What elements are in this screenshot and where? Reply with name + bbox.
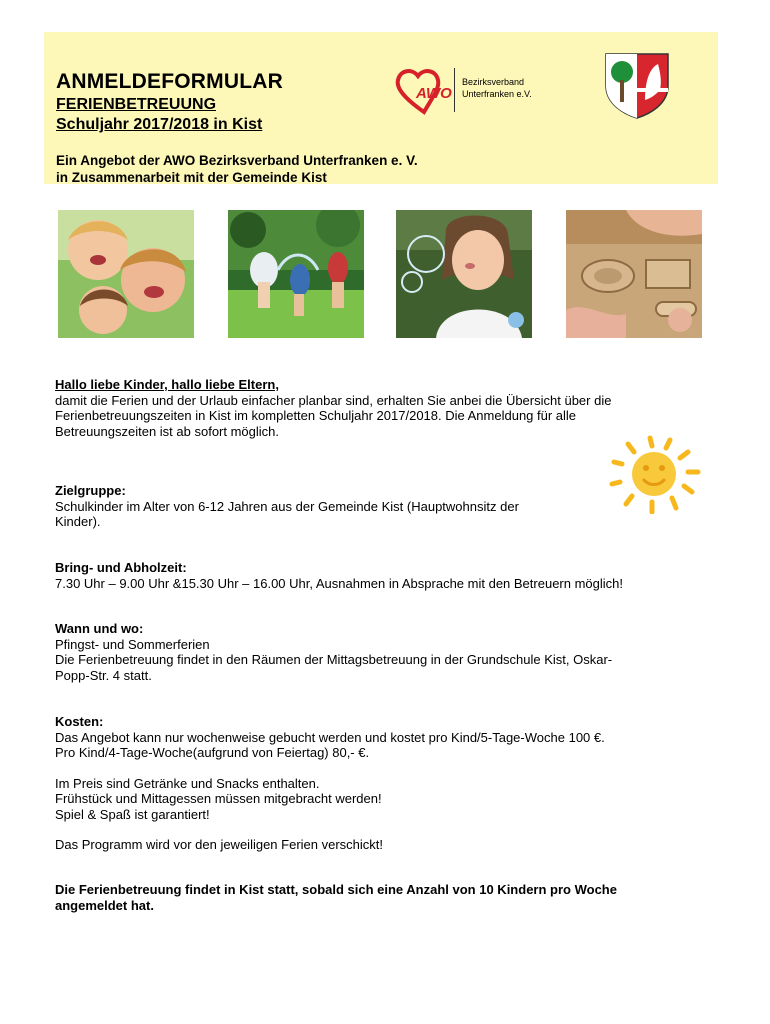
intro-line-3: Betreuungszeiten ist ab sofort möglich. [55, 423, 280, 439]
greeting: Hallo liebe Kinder, hallo liebe Eltern, [55, 377, 279, 392]
target-group-section [55, 483, 715, 530]
notice-line-1: Die Ferienbetreuung findet in Kist statt, sobald sich eine Anzahl von 10 Kindern pro Woche [55, 882, 617, 897]
clay-crafting-photo [566, 210, 702, 338]
awo-org-line-2: Unterfranken e.V. [462, 89, 532, 99]
intro-section [55, 377, 715, 439]
costs-line-4: Frühstück und Mittagessen müssen mitgebracht werden! [55, 791, 382, 806]
offer-line-1: Ein Angebot der AWO Bezirksverband Unterfranken e. V. [56, 153, 418, 168]
pickup-times-heading: Bring- und Abholzeit: [55, 560, 187, 575]
awo-org-line-1: Bezirksverband [462, 77, 525, 87]
notice-line-2: angemeldet hat. [55, 897, 154, 913]
when-where-section [55, 621, 715, 683]
target-group-heading: Zielgruppe: [55, 483, 126, 498]
when-where-line-2: Die Ferienbetreuung findet in den Räumen der Mittagsbetreuung in der Grundschule Kist, Oskar- [55, 652, 613, 667]
offer-statement [56, 152, 418, 186]
when-where-heading: Wann und wo: [55, 621, 144, 636]
costs-heading: Kosten: [55, 714, 104, 729]
target-group-line-2: Kinder). [55, 514, 101, 529]
form-subtitle: FERIENBETREUUNG [56, 96, 217, 113]
costs-section [55, 714, 715, 853]
costs-line-2: Pro Kind/4-Tage-Woche(aufgrund von Feiertag) 80,- €. [55, 745, 370, 760]
costs-line-3: Im Preis sind Getränke und Snacks enthalten. [55, 775, 320, 791]
school-year-subtitle: Schuljahr 2017/2018 in Kist [56, 116, 263, 133]
costs-line-1: Das Angebot kann nur wochenweise gebucht werden und kostet pro Kind/5-Tage-Woche 100 €. [55, 729, 605, 745]
intro-line-2: Ferienbetreuungszeiten in Kist im kompletten Schuljahr 2017/2018. Die Anmeldung für alle [55, 408, 577, 423]
when-where-line-3: Popp-Str. 4 statt. [55, 667, 152, 683]
offer-line-2: in Zusammenarbeit mit der Gemeinde Kist [56, 170, 327, 185]
target-group-line-1: Schulkinder im Alter von 6-12 Jahren aus der Gemeinde Kist (Hauptwohnsitz der [55, 498, 519, 514]
costs-line-5: Spiel & Spaß ist garantiert! [55, 806, 210, 822]
program-notice: Das Programm wird vor den jeweiligen Ferien verschickt! [55, 837, 384, 852]
logo-divider [454, 68, 455, 112]
pickup-times-line-1: 7.30 Uhr – 9.00 Uhr &15.30 Uhr – 16.00 Uhr, Ausnahmen in Absprache mit den Betreuern möglich! [55, 575, 624, 591]
pickup-times-section [55, 560, 715, 591]
children-faces-photo [58, 210, 194, 338]
form-title: ANMELDEFORMULAR [56, 70, 283, 93]
kids-water-play-photo [228, 210, 364, 338]
kist-coat-of-arms-icon [600, 50, 674, 120]
header-banner [44, 32, 718, 184]
awo-org-name [462, 76, 532, 100]
intro-line-1: damit die Ferien und der Urlaub einfacher planbar sind, erhalten Sie anbei die Übersicht über die [55, 392, 612, 408]
girl-soap-bubbles-photo [396, 210, 532, 338]
awo-logo-text: AWO [416, 85, 452, 102]
minimum-participants-notice [55, 882, 715, 913]
when-where-line-1: Pfingst- und Sommerferien [55, 636, 210, 652]
